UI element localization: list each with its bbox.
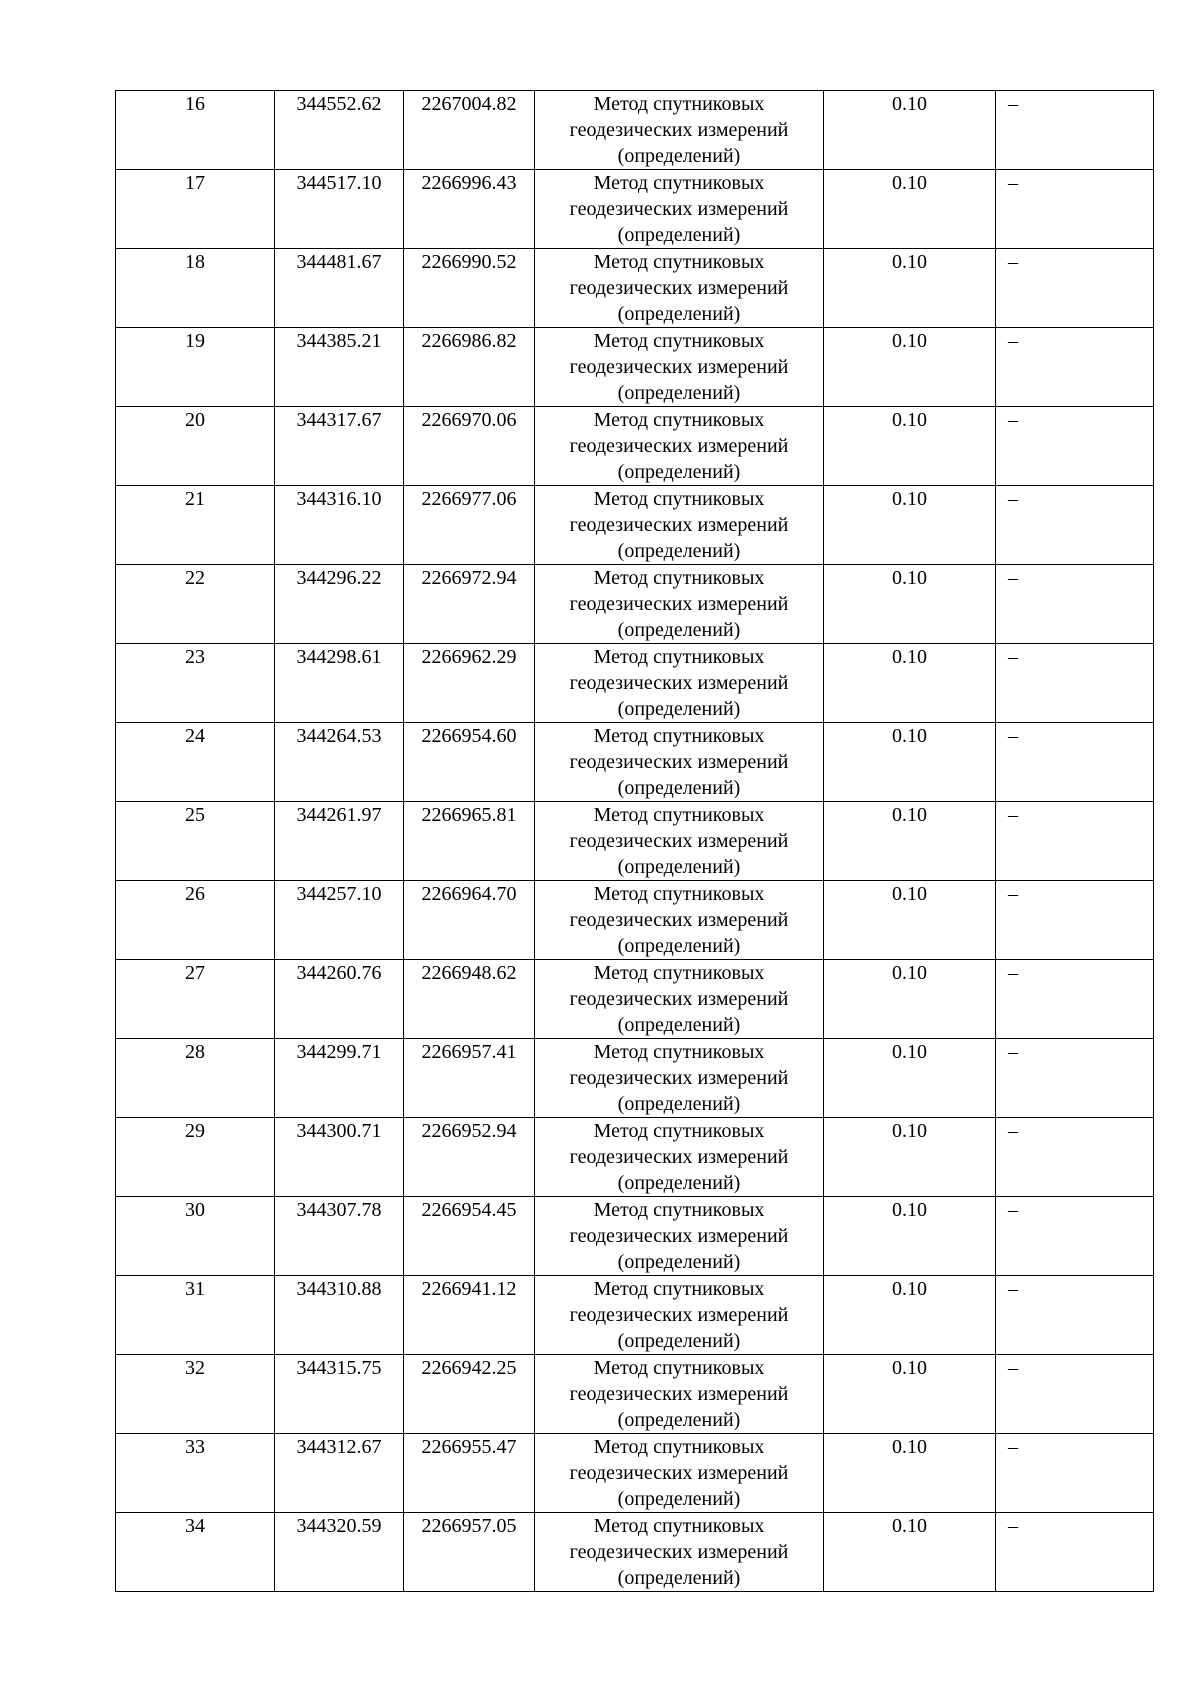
- point-number-cell: 24: [116, 723, 275, 802]
- table-row: [116, 1118, 1154, 1197]
- coordinate-y-cell: 2266986.82: [404, 328, 535, 407]
- coordinate-x-cell: 344517.10: [275, 170, 404, 249]
- coordinate-x-cell: 344307.78: [275, 1197, 404, 1276]
- method-cell: [535, 723, 824, 802]
- table-row: [116, 1355, 1154, 1434]
- method-text: Метод спутниковых геодезических измерений (определений): [569, 646, 789, 720]
- accuracy-formula-cell: –: [996, 644, 1154, 723]
- coordinates-table: [115, 90, 1154, 1592]
- accuracy-cell: 0.10: [824, 802, 996, 881]
- accuracy-formula-cell: –: [996, 170, 1154, 249]
- method-cell: [535, 802, 824, 881]
- method-text: Метод спутниковых геодезических измерений (определений): [569, 1041, 789, 1115]
- method-cell: [535, 249, 824, 328]
- table-row: [116, 486, 1154, 565]
- table-row: [116, 1434, 1154, 1513]
- method-text: Метод спутниковых геодезических измерений (определений): [569, 962, 789, 1036]
- table-row: [116, 91, 1154, 170]
- method-cell: [535, 91, 824, 170]
- table-row: [116, 249, 1154, 328]
- method-text: Метод спутниковых геодезических измерений (определений): [569, 330, 789, 404]
- accuracy-formula-cell: –: [996, 1276, 1154, 1355]
- method-cell: [535, 1118, 824, 1197]
- coordinate-x-cell: 344299.71: [275, 1039, 404, 1118]
- coordinate-y-cell: 2266965.81: [404, 802, 535, 881]
- table-row: [116, 328, 1154, 407]
- accuracy-formula-cell: –: [996, 960, 1154, 1039]
- coordinate-y-cell: 2266957.05: [404, 1513, 535, 1592]
- coordinate-y-cell: 2266955.47: [404, 1434, 535, 1513]
- coordinate-y-cell: 2266948.62: [404, 960, 535, 1039]
- table-row: [116, 1513, 1154, 1592]
- accuracy-formula-cell: –: [996, 802, 1154, 881]
- coordinate-x-cell: 344315.75: [275, 1355, 404, 1434]
- accuracy-formula-cell: –: [996, 1513, 1154, 1592]
- method-cell: [535, 407, 824, 486]
- coordinate-x-cell: 344481.67: [275, 249, 404, 328]
- accuracy-formula-cell: –: [996, 1118, 1154, 1197]
- point-number-cell: 20: [116, 407, 275, 486]
- coordinate-x-cell: 344257.10: [275, 881, 404, 960]
- accuracy-cell: 0.10: [824, 170, 996, 249]
- coordinate-y-cell: 2266952.94: [404, 1118, 535, 1197]
- table-row: [116, 1197, 1154, 1276]
- table-row: [116, 1039, 1154, 1118]
- accuracy-cell: 0.10: [824, 91, 996, 170]
- coordinate-y-cell: 2266942.25: [404, 1355, 535, 1434]
- point-number-cell: 30: [116, 1197, 275, 1276]
- accuracy-formula-cell: –: [996, 407, 1154, 486]
- table-row: [116, 802, 1154, 881]
- accuracy-formula-cell: –: [996, 249, 1154, 328]
- table-row: [116, 170, 1154, 249]
- table-row: [116, 960, 1154, 1039]
- coordinates-table-body: [116, 91, 1154, 1592]
- method-cell: [535, 644, 824, 723]
- point-number-cell: 31: [116, 1276, 275, 1355]
- accuracy-cell: 0.10: [824, 1434, 996, 1513]
- method-cell: [535, 960, 824, 1039]
- point-number-cell: 22: [116, 565, 275, 644]
- method-text: Метод спутниковых геодезических измерений (определений): [569, 725, 789, 799]
- method-text: Метод спутниковых геодезических измерений (определений): [569, 409, 789, 483]
- table-row: [116, 881, 1154, 960]
- method-text: Метод спутниковых геодезических измерений (определений): [569, 1357, 789, 1431]
- method-cell: [535, 1197, 824, 1276]
- point-number-cell: 18: [116, 249, 275, 328]
- coordinate-x-cell: 344300.71: [275, 1118, 404, 1197]
- method-text: Метод спутниковых геодезических измерений (определений): [569, 1199, 789, 1273]
- method-text: Метод спутниковых геодезических измерений (определений): [569, 883, 789, 957]
- accuracy-formula-cell: –: [996, 328, 1154, 407]
- method-text: Метод спутниковых геодезических измерений (определений): [569, 1120, 789, 1194]
- accuracy-formula-cell: –: [996, 486, 1154, 565]
- method-text: Метод спутниковых геодезических измерений (определений): [569, 567, 789, 641]
- table-row: [116, 1276, 1154, 1355]
- point-number-cell: 26: [116, 881, 275, 960]
- point-number-cell: 17: [116, 170, 275, 249]
- method-text: Метод спутниковых геодезических измерений (определений): [569, 172, 789, 246]
- method-text: Метод спутниковых геодезических измерений (определений): [569, 488, 789, 562]
- table-row: [116, 723, 1154, 802]
- coordinate-x-cell: 344552.62: [275, 91, 404, 170]
- method-cell: [535, 1355, 824, 1434]
- point-number-cell: 25: [116, 802, 275, 881]
- point-number-cell: 21: [116, 486, 275, 565]
- coordinate-y-cell: 2266972.94: [404, 565, 535, 644]
- method-text: Метод спутниковых геодезических измерений (определений): [569, 93, 789, 167]
- coordinate-x-cell: 344261.97: [275, 802, 404, 881]
- coordinate-y-cell: 2266964.70: [404, 881, 535, 960]
- coordinate-y-cell: 2266996.43: [404, 170, 535, 249]
- accuracy-cell: 0.10: [824, 1197, 996, 1276]
- method-cell: [535, 1434, 824, 1513]
- accuracy-formula-cell: –: [996, 723, 1154, 802]
- accuracy-cell: 0.10: [824, 881, 996, 960]
- accuracy-cell: 0.10: [824, 565, 996, 644]
- method-cell: [535, 486, 824, 565]
- method-cell: [535, 170, 824, 249]
- method-cell: [535, 881, 824, 960]
- accuracy-formula-cell: –: [996, 881, 1154, 960]
- coordinate-y-cell: 2266957.41: [404, 1039, 535, 1118]
- accuracy-cell: 0.10: [824, 249, 996, 328]
- method-text: Метод спутниковых геодезических измерений (определений): [569, 1515, 789, 1589]
- point-number-cell: 19: [116, 328, 275, 407]
- coordinate-y-cell: 2266954.60: [404, 723, 535, 802]
- coordinate-x-cell: 344316.10: [275, 486, 404, 565]
- point-number-cell: 23: [116, 644, 275, 723]
- coordinate-y-cell: 2266970.06: [404, 407, 535, 486]
- coordinate-y-cell: 2266954.45: [404, 1197, 535, 1276]
- table-row: [116, 644, 1154, 723]
- coordinate-x-cell: 344310.88: [275, 1276, 404, 1355]
- method-text: Метод спутниковых геодезических измерений (определений): [569, 804, 789, 878]
- coordinate-x-cell: 344312.67: [275, 1434, 404, 1513]
- coordinate-y-cell: 2266977.06: [404, 486, 535, 565]
- coordinate-y-cell: 2266962.29: [404, 644, 535, 723]
- method-cell: [535, 565, 824, 644]
- accuracy-formula-cell: –: [996, 1197, 1154, 1276]
- coordinate-x-cell: 344317.67: [275, 407, 404, 486]
- accuracy-cell: 0.10: [824, 1118, 996, 1197]
- method-cell: [535, 1276, 824, 1355]
- coordinate-y-cell: 2266990.52: [404, 249, 535, 328]
- accuracy-cell: 0.10: [824, 328, 996, 407]
- point-number-cell: 16: [116, 91, 275, 170]
- coordinate-x-cell: 344260.76: [275, 960, 404, 1039]
- coordinate-x-cell: 344298.61: [275, 644, 404, 723]
- coordinate-x-cell: 344320.59: [275, 1513, 404, 1592]
- coordinate-x-cell: 344385.21: [275, 328, 404, 407]
- accuracy-formula-cell: –: [996, 1039, 1154, 1118]
- point-number-cell: 32: [116, 1355, 275, 1434]
- point-number-cell: 28: [116, 1039, 275, 1118]
- method-text: Метод спутниковых геодезических измерений (определений): [569, 251, 789, 325]
- coordinate-y-cell: 2267004.82: [404, 91, 535, 170]
- method-text: Метод спутниковых геодезических измерений (определений): [569, 1436, 789, 1510]
- accuracy-formula-cell: –: [996, 565, 1154, 644]
- accuracy-formula-cell: –: [996, 91, 1154, 170]
- table-row: [116, 407, 1154, 486]
- method-cell: [535, 328, 824, 407]
- method-text: Метод спутниковых геодезических измерений (определений): [569, 1278, 789, 1352]
- accuracy-cell: 0.10: [824, 1039, 996, 1118]
- accuracy-cell: 0.10: [824, 486, 996, 565]
- accuracy-cell: 0.10: [824, 644, 996, 723]
- method-cell: [535, 1513, 824, 1592]
- coordinate-y-cell: 2266941.12: [404, 1276, 535, 1355]
- accuracy-cell: 0.10: [824, 1355, 996, 1434]
- coordinate-x-cell: 344296.22: [275, 565, 404, 644]
- accuracy-cell: 0.10: [824, 723, 996, 802]
- table-row: [116, 565, 1154, 644]
- point-number-cell: 33: [116, 1434, 275, 1513]
- accuracy-formula-cell: –: [996, 1434, 1154, 1513]
- accuracy-cell: 0.10: [824, 1513, 996, 1592]
- point-number-cell: 27: [116, 960, 275, 1039]
- accuracy-cell: 0.10: [824, 960, 996, 1039]
- accuracy-cell: 0.10: [824, 407, 996, 486]
- point-number-cell: 29: [116, 1118, 275, 1197]
- method-cell: [535, 1039, 824, 1118]
- coordinate-x-cell: 344264.53: [275, 723, 404, 802]
- accuracy-cell: 0.10: [824, 1276, 996, 1355]
- accuracy-formula-cell: –: [996, 1355, 1154, 1434]
- point-number-cell: 34: [116, 1513, 275, 1592]
